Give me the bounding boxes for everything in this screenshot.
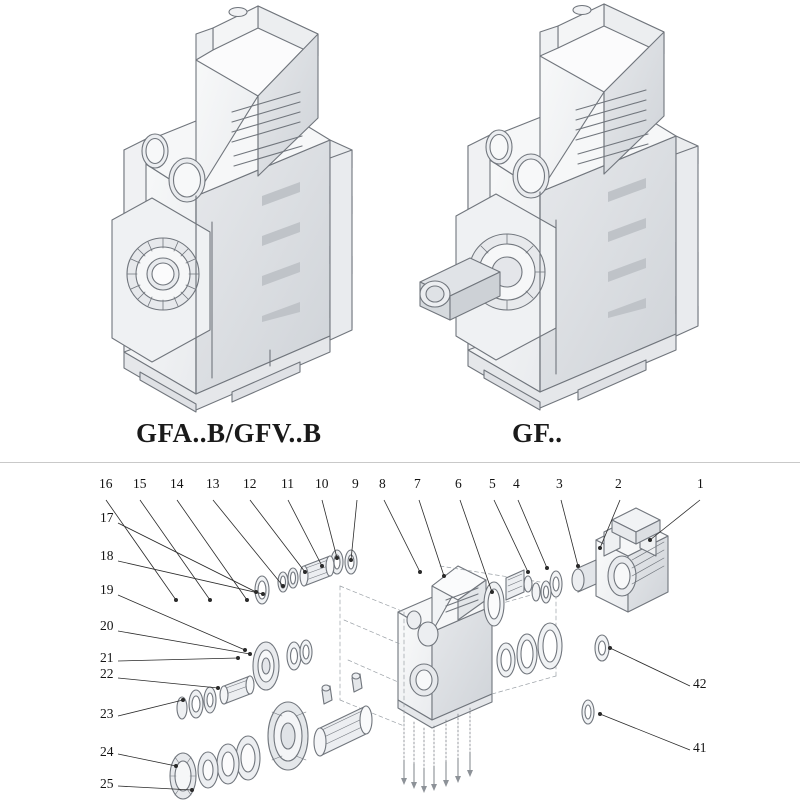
- callout-number-8: 8: [379, 476, 386, 491]
- callout-number-17: 17: [100, 510, 114, 525]
- callout-number-13: 13: [206, 476, 220, 491]
- callout-number-2: 2: [615, 476, 622, 491]
- callout-number-10: 10: [315, 476, 329, 491]
- callout-number-41: 41: [693, 740, 707, 755]
- callout-number-1: 1: [697, 476, 704, 491]
- callout-number-7: 7: [414, 476, 421, 491]
- callout-number-22: 22: [100, 666, 114, 681]
- callout-number-9: 9: [352, 476, 359, 491]
- caption-left-label: GFA..B/GFV..B: [136, 418, 322, 448]
- callout-number-24: 24: [100, 744, 114, 759]
- callout-number-18: 18: [100, 548, 114, 563]
- callout-number-4: 4: [513, 476, 520, 491]
- callout-number-15: 15: [133, 476, 147, 491]
- callout-number-16: 16: [99, 476, 113, 491]
- callout-number-25: 25: [100, 776, 114, 791]
- callout-number-12: 12: [243, 476, 257, 491]
- callout-number-6: 6: [455, 476, 462, 491]
- callout-number-11: 11: [281, 476, 294, 491]
- caption-right-label: GF..: [512, 418, 563, 448]
- callout-number-5: 5: [489, 476, 496, 491]
- callout-number-3: 3: [556, 476, 563, 491]
- callout-number-14: 14: [170, 476, 184, 491]
- callout-number-42: 42: [693, 676, 707, 691]
- gearbox-left-isometric-view: [112, 6, 352, 412]
- callout-number-23: 23: [100, 706, 114, 721]
- callout-number-19: 19: [100, 582, 114, 597]
- gearbox-right-isometric-view: [420, 4, 698, 410]
- section-divider: [0, 462, 800, 463]
- callout-number-20: 20: [100, 618, 114, 633]
- exploded-assembly-view: [170, 508, 668, 799]
- callout-number-21: 21: [100, 650, 114, 665]
